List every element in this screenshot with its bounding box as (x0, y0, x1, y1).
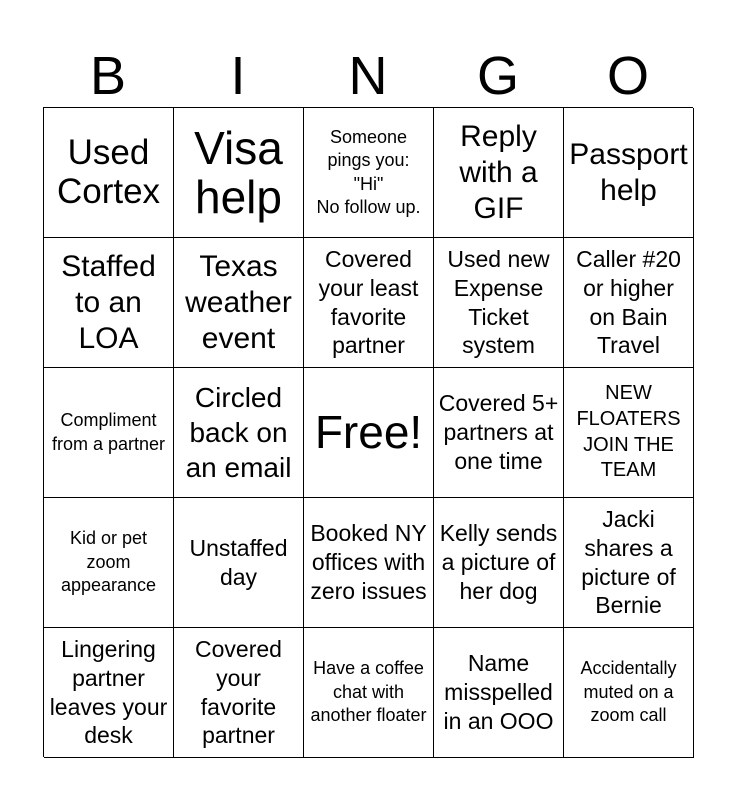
bingo-grid (43, 107, 693, 757)
header-letter-g: G (476, 46, 519, 106)
bingo-cell[interactable]: Covered your least favorite partner (304, 238, 434, 368)
bingo-cell[interactable]: Unstaffed day (174, 498, 304, 628)
bingo-cell[interactable]: Accidentally muted on a zoom call (564, 628, 694, 758)
bingo-cell[interactable]: Compliment from a partner (44, 368, 174, 498)
bingo-header (43, 44, 693, 108)
bingo-cell[interactable]: Lingering partner leaves your desk (44, 628, 174, 758)
bingo-cell[interactable]: Name misspelled in an OOO (434, 628, 564, 758)
bingo-cell[interactable]: NEW FLOATERS JOIN THE TEAM (564, 368, 694, 498)
header-letter-n: N (348, 46, 388, 106)
bingo-cell[interactable]: Passport help (564, 108, 694, 238)
header-letter-i: I (230, 46, 246, 106)
bingo-cell[interactable]: Covered 5+ partners at one time (434, 368, 564, 498)
header-letter-o: O (606, 46, 649, 106)
bingo-cell[interactable]: Used Cortex (44, 108, 174, 238)
bingo-cell[interactable]: Visa help (174, 108, 304, 238)
bingo-cell[interactable]: Kelly sends a picture of her dog (434, 498, 564, 628)
bingo-cell[interactable]: Texas weather event (174, 238, 304, 368)
bingo-cell[interactable]: Someone pings you: "Hi" No follow up. (304, 108, 434, 238)
bingo-cell[interactable]: Have a coffee chat with another floater (304, 628, 434, 758)
bingo-cell[interactable]: Covered your favorite partner (174, 628, 304, 758)
bingo-cell[interactable]: Staffed to an LOA (44, 238, 174, 368)
bingo-cell[interactable]: Booked NY offices with zero issues (304, 498, 434, 628)
bingo-cell[interactable]: Jacki shares a picture of Bernie (564, 498, 694, 628)
bingo-cell[interactable]: Circled back on an email (174, 368, 304, 498)
free-space[interactable]: Free! (304, 368, 434, 498)
bingo-cell[interactable]: Used new Expense Ticket system (434, 238, 564, 368)
bingo-cell[interactable]: Caller #20 or higher on Bain Travel (564, 238, 694, 368)
bingo-cell[interactable]: Kid or pet zoom appearance (44, 498, 174, 628)
header-letter-b: B (89, 46, 127, 106)
bingo-cell[interactable]: Reply with a GIF (434, 108, 564, 238)
